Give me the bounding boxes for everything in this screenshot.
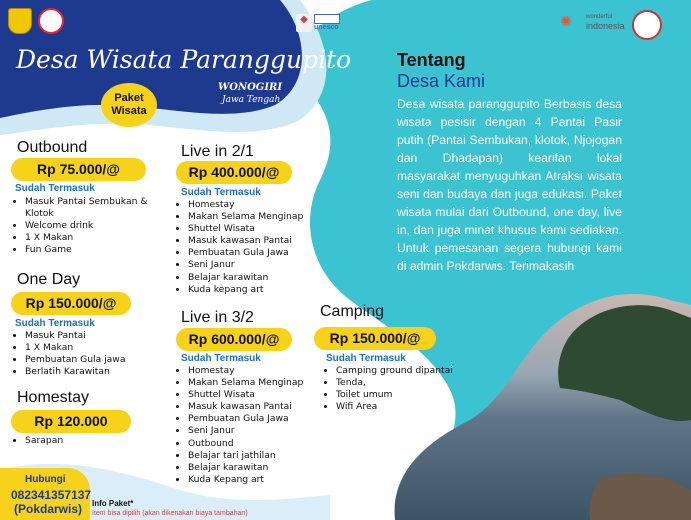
live-in-2-1-items	[176, 199, 348, 296]
list-item: • Shuttel Wisata	[188, 389, 348, 401]
camping-included-label: Sudah Termasuk	[326, 353, 406, 364]
wonderful-indonesia-logo	[560, 14, 626, 32]
list-item: • Belajar tari jathilan	[188, 450, 348, 462]
one-day-price: Rp 150.000/@	[11, 292, 131, 315]
list-item: • Masuk Pantai	[25, 330, 185, 342]
regency-logo	[8, 8, 32, 34]
outbound-title: Outbound	[17, 139, 88, 156]
list-item: • Tenda,	[336, 377, 486, 389]
list-item: • Kuda kepang art	[188, 284, 348, 296]
list-item: • Pembuatan Gula Jawa	[188, 247, 348, 259]
list-item: • Sarapan	[25, 435, 185, 447]
list-item: • Makan Selama Menginap	[188, 377, 348, 389]
village-emblem-icon	[632, 10, 662, 40]
list-item: • Welcome drink	[25, 220, 185, 232]
province-label: Jawa Tengah	[222, 95, 281, 105]
live-in-3-2-included-label: Sudah Termasuk	[181, 353, 261, 364]
list-item: • Belajar karawitan	[188, 462, 348, 474]
homestay-items	[13, 435, 185, 447]
list-item: Klotok	[25, 208, 54, 220]
list-item: • Pembuatan Gula Jawa	[188, 413, 348, 425]
about-subheading: Desa Kami	[397, 71, 486, 91]
wonderful-swirl-icon: ✺	[560, 14, 572, 30]
about-heading: Tentang	[397, 50, 466, 70]
paket-wisata-badge	[101, 83, 157, 127]
list-item: • Masuk kawasan Pantai	[188, 401, 348, 413]
wonderful-label: wonderful	[586, 14, 613, 20]
homestay-price: Rp 120.000	[11, 410, 131, 433]
homestay-title: Homestay	[17, 389, 90, 406]
one-day-title: One Day	[17, 271, 81, 288]
live-in-2-1-price: Rp 400.000/@	[176, 161, 292, 184]
list-item: • Berlatih Karawitan	[25, 366, 185, 378]
list-item: • Camping ground dipantai	[336, 365, 486, 377]
list-item: • Seni Janur	[188, 425, 348, 437]
camping-title: Camping	[320, 303, 385, 320]
live-in-2-1-title: Live in 2/1	[181, 143, 254, 160]
list-item: • 1 X Makan	[25, 232, 185, 244]
outbound-items	[13, 196, 185, 256]
list-item: • Outbound	[188, 438, 348, 450]
region-label: WONOGIRI	[218, 82, 282, 93]
pokdarwis-logo	[38, 8, 64, 34]
outbound-price: Rp 75.000/@	[11, 158, 146, 181]
list-item: • Wifi Area	[336, 401, 486, 413]
unesco-label: unesco	[314, 24, 339, 31]
list-item: • 1 X Makan	[25, 342, 185, 354]
list-item: • Homestay	[188, 365, 348, 377]
list-item: • Masuk Pantai Sembukan &	[25, 196, 185, 208]
live-in-3-2-title: Live in 3/2	[181, 309, 254, 326]
list-item: • Fun Game	[25, 244, 185, 256]
camping-price: Rp 150.000/@	[314, 327, 436, 350]
list-item: • Seni Janur	[188, 259, 348, 271]
contact-label: Hubungi	[25, 474, 66, 485]
info-note: Item bisa dipilih (akan dikenakan biaya tambahan)	[92, 510, 248, 517]
page-title: Desa Wisata Paranggupito	[16, 45, 352, 74]
live-in-2-1-included-label: Sudah Termasuk	[181, 187, 261, 198]
live-in-3-2-price: Rp 600.000/@	[176, 328, 292, 351]
indonesia-label: indonesia	[586, 21, 625, 31]
one-day-included-label: Sudah Termasuk	[15, 318, 95, 329]
outbound-included-label: Sudah Termasuk	[15, 183, 95, 194]
list-item: • Homestay	[188, 199, 348, 211]
camping-items	[324, 365, 486, 413]
unesco-logo	[314, 14, 342, 32]
list-item: • Makan Selama Menginap	[188, 211, 348, 223]
list-item: • Pembuatan Gula jawa	[25, 354, 185, 366]
list-item: • Shuttel Wisata	[188, 223, 348, 235]
about-body: Desa wisata paranggupito Berbasis desa wisata pesisir dengan 4 Pantai Pasir putih (Pantai Sembukan, klotok, Njojogan dan Dhadapan) kearifan lokal masyarakat menyuguhkan Atraksi wisata seni dan budaya dan juga edukasi. Paket wisata mulai dari Outbound, one day, live in, dan juga minat khusus kami sediakan. Untuk pemesanan segera hubungi kami di admin Pokdarwis. Terimakasih	[397, 97, 622, 273]
list-item: • Toilet umum	[336, 389, 486, 401]
unesco-emblem-icon: ◆	[296, 14, 312, 32]
badge-line-1: Paket	[114, 92, 144, 104]
list-item: • Kuda Kepang art	[188, 474, 348, 486]
one-day-items	[13, 330, 185, 378]
list-item: • Belajar karawitan	[188, 272, 348, 284]
list-item: • Masuk kawasan Pantai	[188, 235, 348, 247]
contact-who: (Pokdarwis)	[14, 502, 83, 516]
badge-line-2: Wisata	[111, 105, 147, 117]
info-label: Info Paket*	[92, 499, 134, 508]
contact-phone[interactable]: 082341357137	[11, 488, 92, 502]
